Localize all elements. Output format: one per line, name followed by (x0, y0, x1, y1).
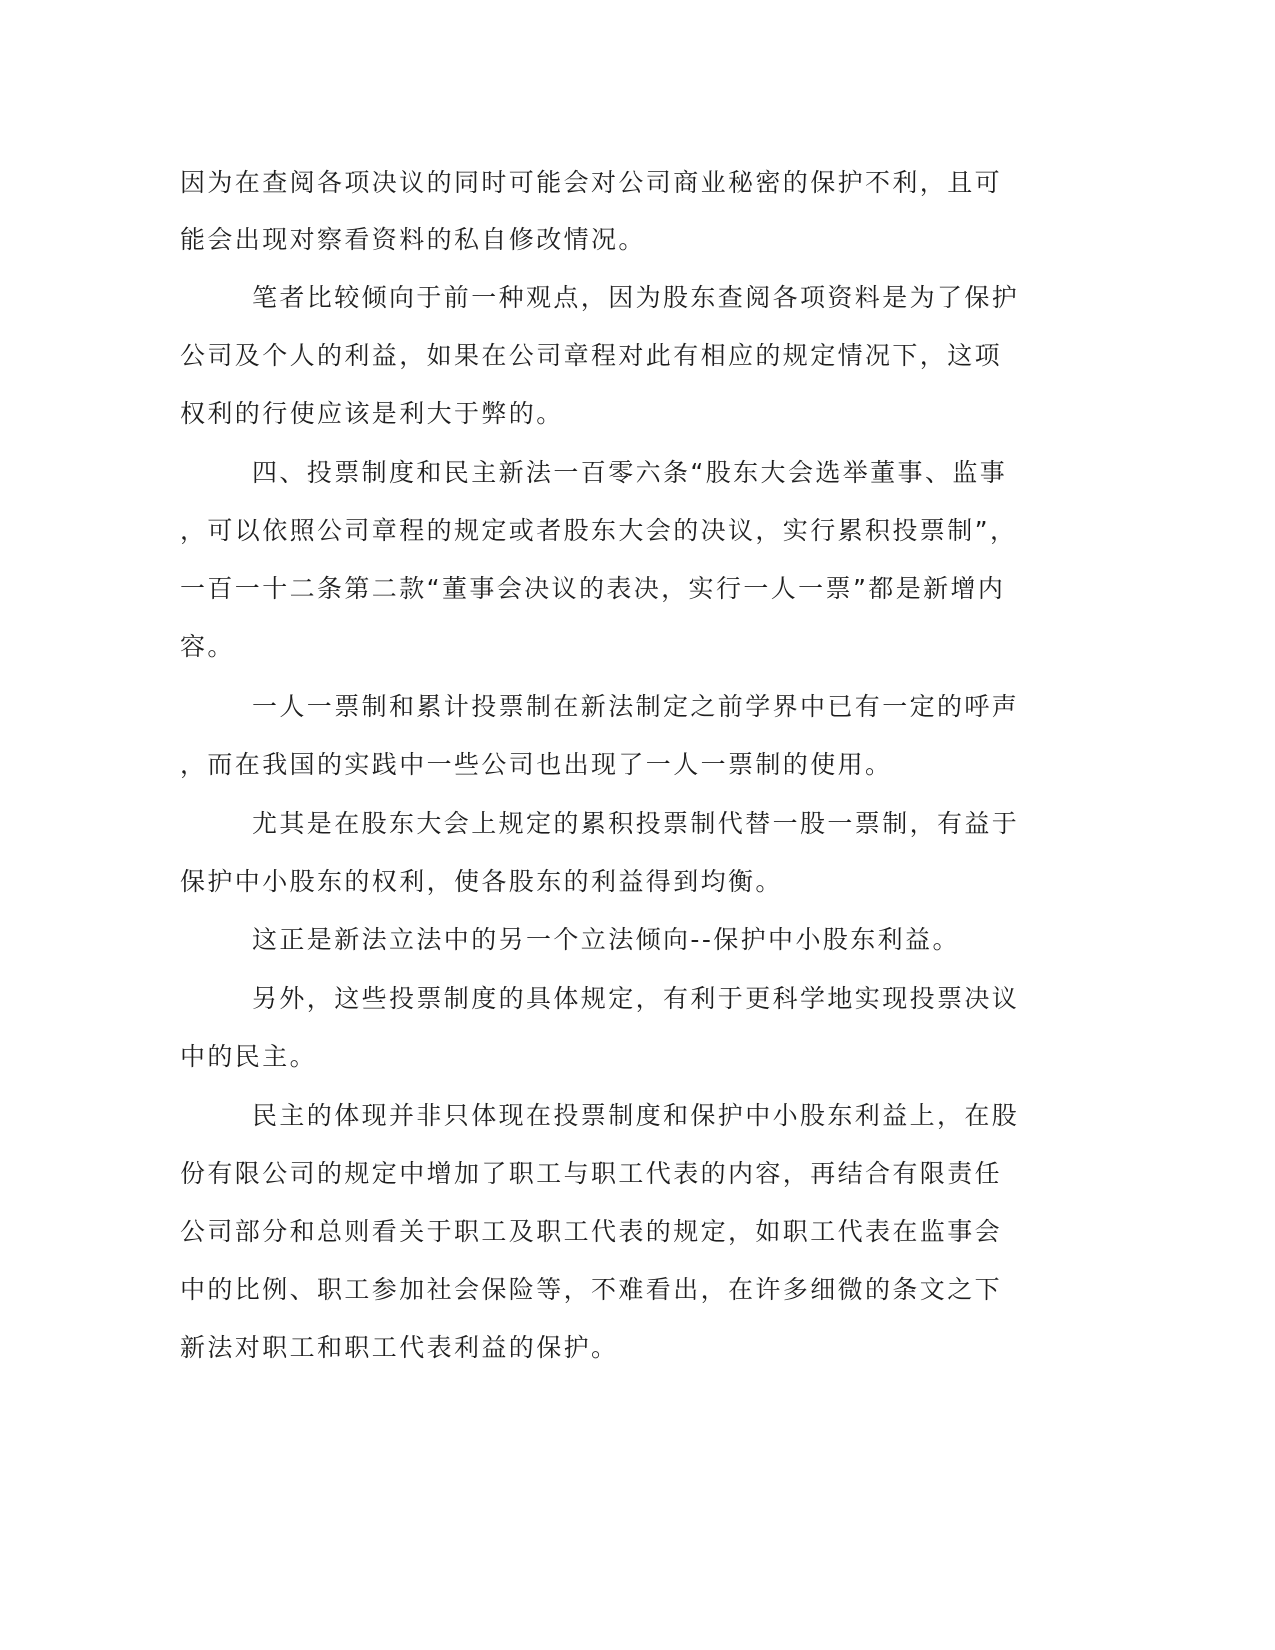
paragraph-start-line: 一人一票制和累计投票制在新法制定之前学界中已有一定的呼声 (252, 692, 1020, 721)
text-line: 中的民主。 (180, 1042, 318, 1071)
text-line: 因为在查阅各项决议的同时可能会对公司商业秘密的保护不利，且可 (180, 168, 1003, 197)
paragraph-start-line: 这正是新法立法中的另一个立法倾向--保护中小股东利益。 (252, 925, 960, 954)
paragraph-start-line: 尤其是在股东大会上规定的累积投票制代替一股一票制，有益于 (252, 809, 1020, 838)
text-line: 公司及个人的利益，如果在公司章程对此有相应的规定情况下，这项 (180, 341, 1003, 370)
text-line: 能会出现对察看资料的私自修改情况。 (180, 225, 646, 254)
paragraph-start-line: 笔者比较倾向于前一种观点，因为股东查阅各项资料是为了保护 (252, 283, 1020, 312)
text-line: 中的比例、职工参加社会保险等，不难看出，在许多细微的条文之下 (180, 1275, 1003, 1304)
text-line: 公司部分和总则看关于职工及职工代表的规定，如职工代表在监事会 (180, 1217, 1003, 1246)
text-line: 容。 (180, 632, 235, 661)
text-line: 份有限公司的规定中增加了职工与职工代表的内容，再结合有限责任 (180, 1159, 1003, 1188)
text-line: 一百一十二条第二款“董事会决议的表决，实行一人一票”都是新增内 (180, 574, 1006, 603)
text-line: 新法对职工和职工代表利益的保护。 (180, 1333, 619, 1362)
paragraph-start-line: 另外，这些投票制度的具体规定，有利于更科学地实现投票决议 (252, 984, 1020, 1013)
text-line: ，可以依照公司章程的规定或者股东大会的决议，实行累积投票制”， (180, 516, 1018, 545)
text-line: ，而在我国的实践中一些公司也出现了一人一票制的使用。 (180, 750, 893, 779)
text-line: 权利的行使应该是利大于弊的。 (180, 399, 564, 428)
paragraph-start-line: 民主的体现并非只体现在投票制度和保护中小股东利益上，在股 (252, 1101, 1020, 1130)
paragraph-start-line: 四、投票制度和民主新法一百零六条“股东大会选举董事、监事 (252, 458, 1008, 487)
text-line: 保护中小股东的权利，使各股东的利益得到均衡。 (180, 867, 783, 896)
